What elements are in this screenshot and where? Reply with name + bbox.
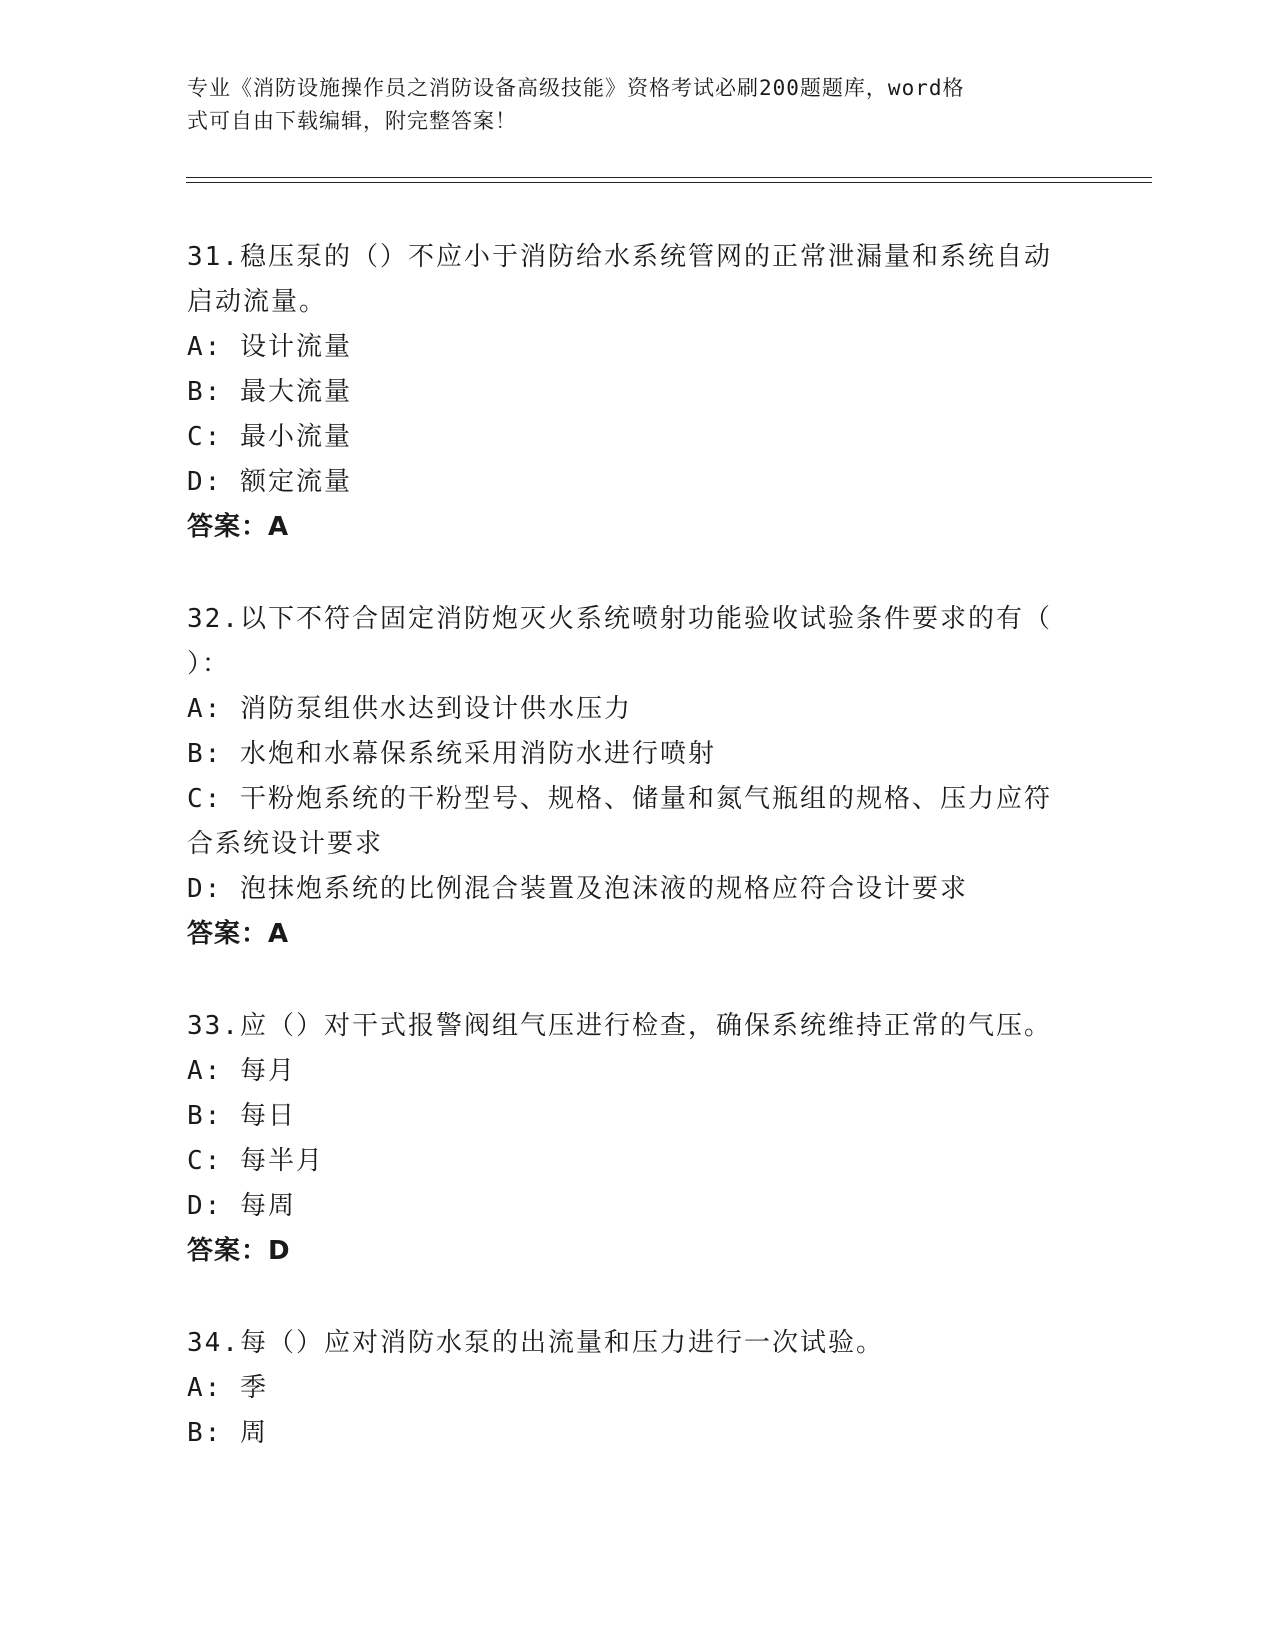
question-stem-continued: 启动流量。 <box>187 287 328 317</box>
question-stem: 33.应（）对干式报警阀组气压进行检查，确保系统维持正常的气压。 <box>187 1011 1052 1041</box>
option-a: A: 设计流量 <box>187 332 352 362</box>
option-a: A: 季 <box>187 1373 268 1403</box>
answer: 答案：A <box>187 512 290 542</box>
option-a: A: 每月 <box>187 1056 296 1086</box>
question-34 <box>187 1321 1067 1456</box>
answer: 答案：A <box>187 919 290 949</box>
option-b: B: 周 <box>187 1418 268 1448</box>
question-stem-continued: ）： <box>187 649 231 679</box>
header-divider-top <box>186 177 1152 178</box>
option-b: B: 最大流量 <box>187 377 352 407</box>
option-c: C: 最小流量 <box>187 422 352 452</box>
question-stem: 32.以下不符合固定消防炮灭火系统喷射功能验收试验条件要求的有（ <box>187 604 1052 634</box>
question-32 <box>187 597 1067 957</box>
option-d: D: 泡抹炮系统的比例混合装置及泡沫液的规格应符合设计要求 <box>187 874 968 904</box>
option-b: B: 水炮和水幕保系统采用消防水进行喷射 <box>187 739 716 769</box>
option-b: B: 每日 <box>187 1101 296 1131</box>
question-33 <box>187 1004 1067 1274</box>
question-stem: 31.稳压泵的（）不应小于消防给水系统管网的正常泄漏量和系统自动 <box>187 242 1052 272</box>
answer: 答案：D <box>187 1236 291 1266</box>
question-list <box>187 235 1067 1503</box>
option-d: D: 每周 <box>187 1191 296 1221</box>
option-d: D: 额定流量 <box>187 467 352 497</box>
option-c-continued: 合系统设计要求 <box>187 829 384 859</box>
header-line-2: 式可自由下载编辑，附完整答案！ <box>187 109 517 133</box>
document-header <box>187 72 1067 138</box>
question-stem: 34.每（）应对消防水泵的出流量和压力进行一次试验。 <box>187 1328 884 1358</box>
option-c: C: 每半月 <box>187 1146 324 1176</box>
option-a: A: 消防泵组供水达到设计供水压力 <box>187 694 632 724</box>
header-line-1: 专业《消防设施操作员之消防设备高级技能》资格考试必刷200题题库，word格 <box>187 76 965 100</box>
question-31 <box>187 235 1067 550</box>
header-divider-bottom <box>186 182 1152 183</box>
option-c: C: 干粉炮系统的干粉型号、规格、储量和氮气瓶组的规格、压力应符 <box>187 784 1052 814</box>
